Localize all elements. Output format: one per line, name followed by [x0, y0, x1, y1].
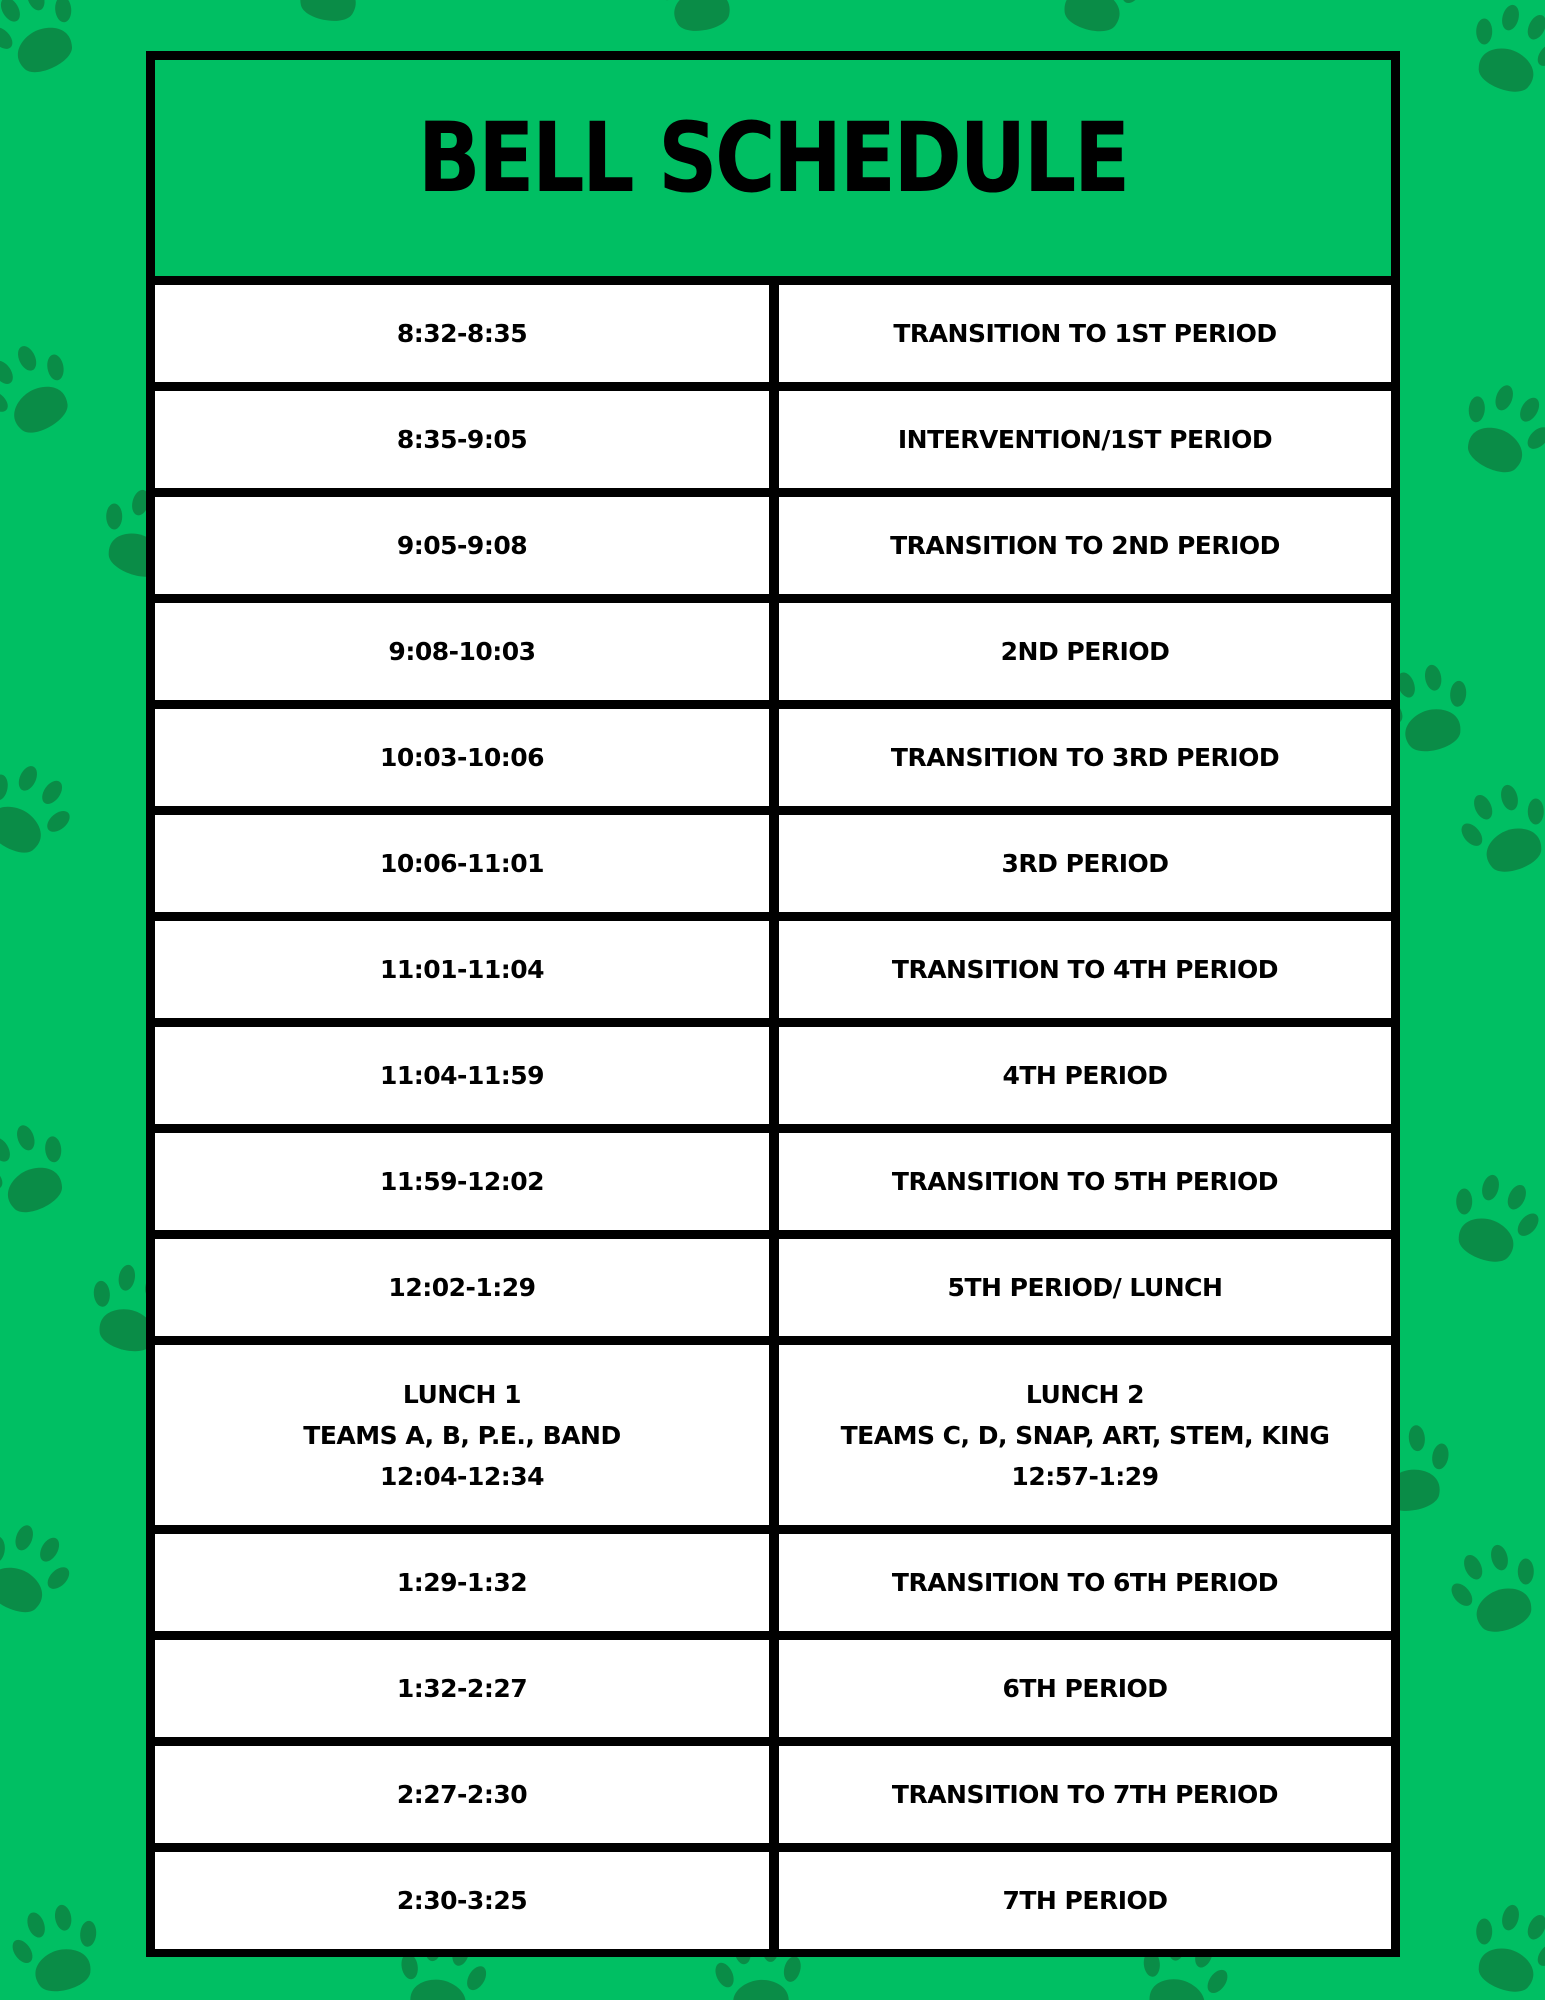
- lunch-1-cell: [155, 1345, 769, 1525]
- schedule-row: [155, 391, 1391, 488]
- activity-cell: [779, 603, 1391, 700]
- time-range: 1:29-1:32: [396, 1568, 528, 1597]
- time-range: 11:59-12:02: [379, 1167, 545, 1196]
- paw-print-icon: [1445, 372, 1545, 487]
- page-title: BELL SCHEDULE: [418, 102, 1128, 214]
- activity-label: TRANSITION TO 2ND PERIOD: [890, 531, 1280, 560]
- schedule-row: [155, 1746, 1391, 1843]
- activity-cell: [779, 1534, 1391, 1631]
- time-cell: [155, 1027, 769, 1124]
- activity-cell: [779, 1746, 1391, 1843]
- activity-label: TRANSITION TO 7TH PERIOD: [891, 1780, 1279, 1809]
- paw-print-icon: [1043, 0, 1154, 41]
- time-range: 12:02-1:29: [388, 1273, 536, 1302]
- time-cell: [155, 1239, 769, 1336]
- paw-print-icon: [1456, 0, 1545, 104]
- schedule-row: [155, 1345, 1391, 1525]
- time-range: 9:05-9:08: [396, 531, 528, 560]
- time-range: 1:32-2:27: [396, 1674, 528, 1703]
- paw-print-icon: [1448, 774, 1545, 885]
- time-range: 2:27-2:30: [396, 1780, 528, 1809]
- time-cell: [155, 1133, 769, 1230]
- activity-cell: [779, 815, 1391, 912]
- activity-label: TRANSITION TO 4TH PERIOD: [891, 955, 1279, 984]
- paw-print-icon: [0, 1512, 84, 1627]
- paw-print-icon: [2, 1896, 113, 2000]
- time-range: 8:35-9:05: [396, 425, 528, 454]
- schedule-row: [155, 603, 1391, 700]
- activity-label: 7TH PERIOD: [1002, 1886, 1168, 1915]
- activity-cell: [779, 1027, 1391, 1124]
- activity-label: 2ND PERIOD: [1000, 637, 1170, 666]
- time-cell: [155, 497, 769, 594]
- time-cell: [155, 709, 769, 806]
- activity-label: INTERVENTION/1ST PERIOD: [897, 425, 1273, 454]
- paw-print-icon: [1438, 1534, 1545, 1645]
- paw-print-icon: [0, 751, 87, 870]
- bell-schedule-sheet: [146, 51, 1400, 1957]
- activity-label: 4TH PERIOD: [1002, 1061, 1168, 1090]
- schedule-header: [155, 60, 1391, 276]
- lunch-1-line: LUNCH 1: [402, 1379, 522, 1409]
- activity-cell: [779, 391, 1391, 488]
- paw-print-icon: [0, 1112, 85, 1227]
- activity-cell: [779, 1239, 1391, 1336]
- time-range: 8:32-8:35: [396, 319, 528, 348]
- paw-print-icon: [279, 0, 384, 28]
- time-cell: [155, 285, 769, 382]
- time-range: 10:06-11:01: [379, 849, 545, 878]
- paw-print-icon: [1436, 1164, 1545, 1275]
- activity-cell: [779, 921, 1391, 1018]
- paw-print-icon: [0, 0, 95, 87]
- schedule-row: [155, 921, 1391, 1018]
- paw-print-icon: [0, 331, 90, 450]
- schedule-row: [155, 1239, 1391, 1336]
- activity-cell: [779, 709, 1391, 806]
- activity-label: TRANSITION TO 6TH PERIOD: [891, 1568, 1279, 1597]
- paw-print-icon: [1456, 1894, 1545, 2000]
- activity-label: 6TH PERIOD: [1002, 1674, 1168, 1703]
- paw-print-icon: [645, 0, 750, 38]
- activity-label: TRANSITION TO 1ST PERIOD: [893, 319, 1277, 348]
- schedule-row: [155, 1534, 1391, 1631]
- schedule-row: [155, 1852, 1391, 1949]
- lunch-2-line: LUNCH 2: [1025, 1379, 1145, 1409]
- lunch-2-line: 12:57-1:29: [1011, 1461, 1159, 1491]
- time-cell: [155, 603, 769, 700]
- lunch-1-line: TEAMS A, B, P.E., BAND: [303, 1420, 621, 1450]
- time-cell: [155, 391, 769, 488]
- time-cell: [155, 1534, 769, 1631]
- activity-label: TRANSITION TO 5TH PERIOD: [891, 1167, 1279, 1196]
- schedule-row: [155, 1640, 1391, 1737]
- schedule-row: [155, 1133, 1391, 1230]
- time-range: 11:04-11:59: [379, 1061, 545, 1090]
- time-range: 10:03-10:06: [379, 743, 545, 772]
- time-cell: [155, 1640, 769, 1737]
- lunch-2-line: TEAMS C, D, SNAP, ART, STEM, KING: [840, 1420, 1330, 1450]
- activity-cell: [779, 285, 1391, 382]
- time-range: 9:08-10:03: [388, 637, 536, 666]
- activity-label: 3RD PERIOD: [1001, 849, 1169, 878]
- time-cell: [155, 1852, 769, 1949]
- time-range: 11:01-11:04: [379, 955, 545, 984]
- activity-cell: [779, 1133, 1391, 1230]
- lunch-1-line: 12:04-12:34: [379, 1461, 545, 1491]
- activity-cell: [779, 497, 1391, 594]
- lunch-2-cell: [779, 1345, 1391, 1525]
- schedule-row: [155, 815, 1391, 912]
- time-range: 2:30-3:25: [396, 1886, 528, 1915]
- activity-cell: [779, 1852, 1391, 1949]
- schedule-row: [155, 1027, 1391, 1124]
- activity-label: 5TH PERIOD/ LUNCH: [947, 1273, 1223, 1302]
- time-cell: [155, 921, 769, 1018]
- schedule-row: [155, 285, 1391, 382]
- schedule-row: [155, 709, 1391, 806]
- activity-label: TRANSITION TO 3RD PERIOD: [890, 743, 1280, 772]
- time-cell: [155, 815, 769, 912]
- activity-cell: [779, 1640, 1391, 1737]
- schedule-row: [155, 497, 1391, 594]
- time-cell: [155, 1746, 769, 1843]
